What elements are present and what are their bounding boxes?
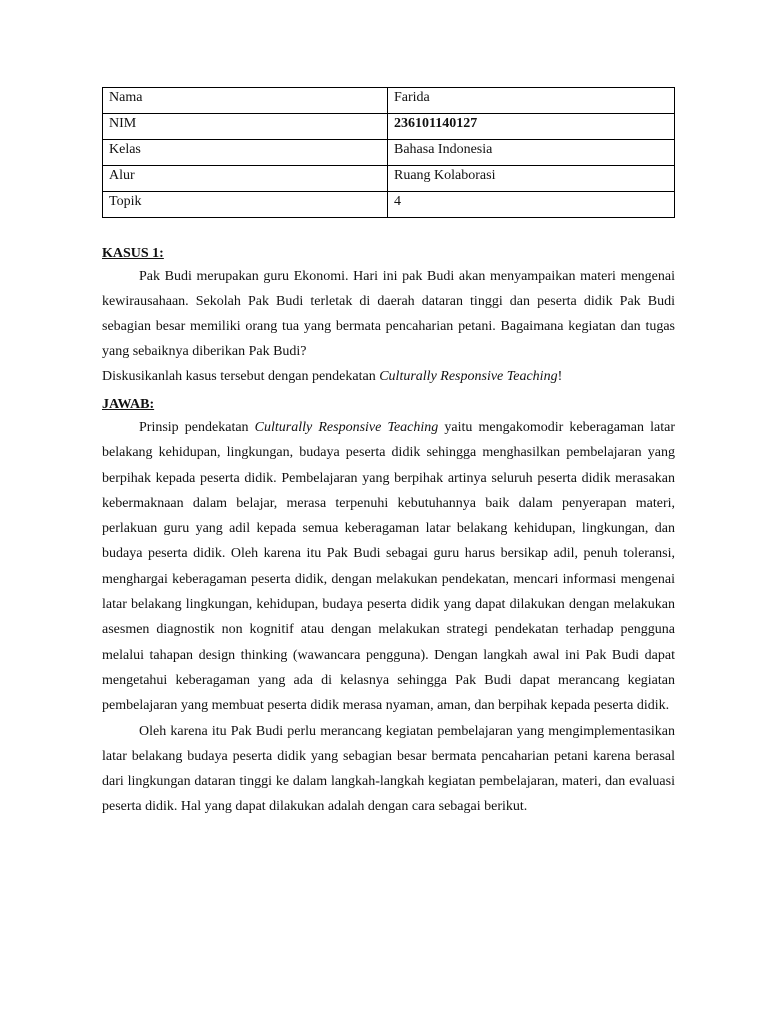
label-cell: Topik [103, 192, 388, 218]
instruction-italic: Culturally Responsive Teaching [379, 369, 558, 384]
jawab-p1-italic: Culturally Responsive Teaching [254, 420, 439, 435]
table-row [103, 140, 675, 166]
jawab-paragraph-1 [102, 415, 675, 719]
kasus-section [102, 264, 675, 389]
label-cell: Nama [103, 88, 388, 114]
document-page [102, 87, 675, 820]
instruction-prefix: Diskusikanlah kasus tersebut dengan pendekatan [102, 369, 380, 384]
instruction-suffix: ! [557, 369, 563, 384]
label-cell: NIM [103, 114, 388, 140]
kasus-instruction [102, 364, 675, 389]
table-row [103, 166, 675, 192]
kasus-paragraph: Pak Budi merupakan guru Ekonomi. Hari ini pak Budi akan menyampaikan materi mengenai kewirausahaan. Sekolah Pak Budi terletak di daerah dataran tinggi dan peserta didik Pak Budi sebagian besar memiliki orang tua yang bermata pencaharian petani. Bagaimana kegiatan dan tugas yang sebaiknya diberikan Pak Budi? [102, 269, 675, 359]
jawab-p1-prefix: Prinsip pendekatan [139, 420, 255, 435]
kasus-heading: KASUS 1: [102, 246, 164, 261]
value-cell: Farida [388, 88, 675, 114]
value-cell: 236101140127 [388, 114, 675, 140]
jawab-heading: JAWAB: [102, 397, 155, 412]
value-cell: Bahasa Indonesia [388, 140, 675, 166]
table-row [103, 114, 675, 140]
table-row [103, 88, 675, 114]
jawab-p1-rest: yaitu mengakomodir keberagaman latar belakang kehidupan, lingkungan, budaya peserta didik sehingga menghasilkan pembelajaran yang berpihak kepada peserta didik. Pembelajaran yang berpihak artinya seluruh peserta didik merasakan kebermaknaan dalam belajar, merasa terpenuhi kebutuhannya baik dalam penyerapan materi, perlakuan guru yang adil kepada semua keberagaman latar belakang kehidupan, lingkungan, dan budaya peserta didik. Oleh karena itu Pak Budi sebagai guru harus bersikap adil, penuh toleransi, menghargai keberagaman peserta didik, dengan melakukan pendekatan, mencari informasi mengenai latar belakang lingkungan, kehidupan, budaya peserta didik yang dapat dilakukan dengan melakukan asesmen diagnostik non kognitif atau dengan melakukan strategi pendekatan terhadap pengguna melalui tahapan design thinking (wawancara pengguna). Dengan langkah awal ini Pak Budi dapat mengetahui keberagaman yang ada di kelasnya sehingga Pak Budi dapat merancang kegiatan pembelajaran yang membuat peserta didik merasa nyaman, aman, dan berpihak kepada peserta didik. [102, 420, 676, 714]
jawab-paragraph-2: Oleh karena itu Pak Budi perlu merancang kegiatan pembelajaran yang mengimplementasikan latar belakang budaya peserta didik yang sebagian besar bermata pencaharian petani karena berasal dari lingkungan dataran tinggi ke dalam langkah-langkah kegiatan pembelajaran, materi, dan evaluasi peserta didik. Hal yang dapat dilakukan adalah dengan cara sebagai berikut. [102, 723, 675, 815]
label-cell: Alur [103, 166, 388, 192]
table-row [103, 192, 675, 218]
label-cell: Kelas [103, 140, 388, 166]
value-cell: Ruang Kolaborasi [388, 166, 675, 192]
value-cell: 4 [388, 192, 675, 218]
student-info-table [102, 87, 675, 218]
